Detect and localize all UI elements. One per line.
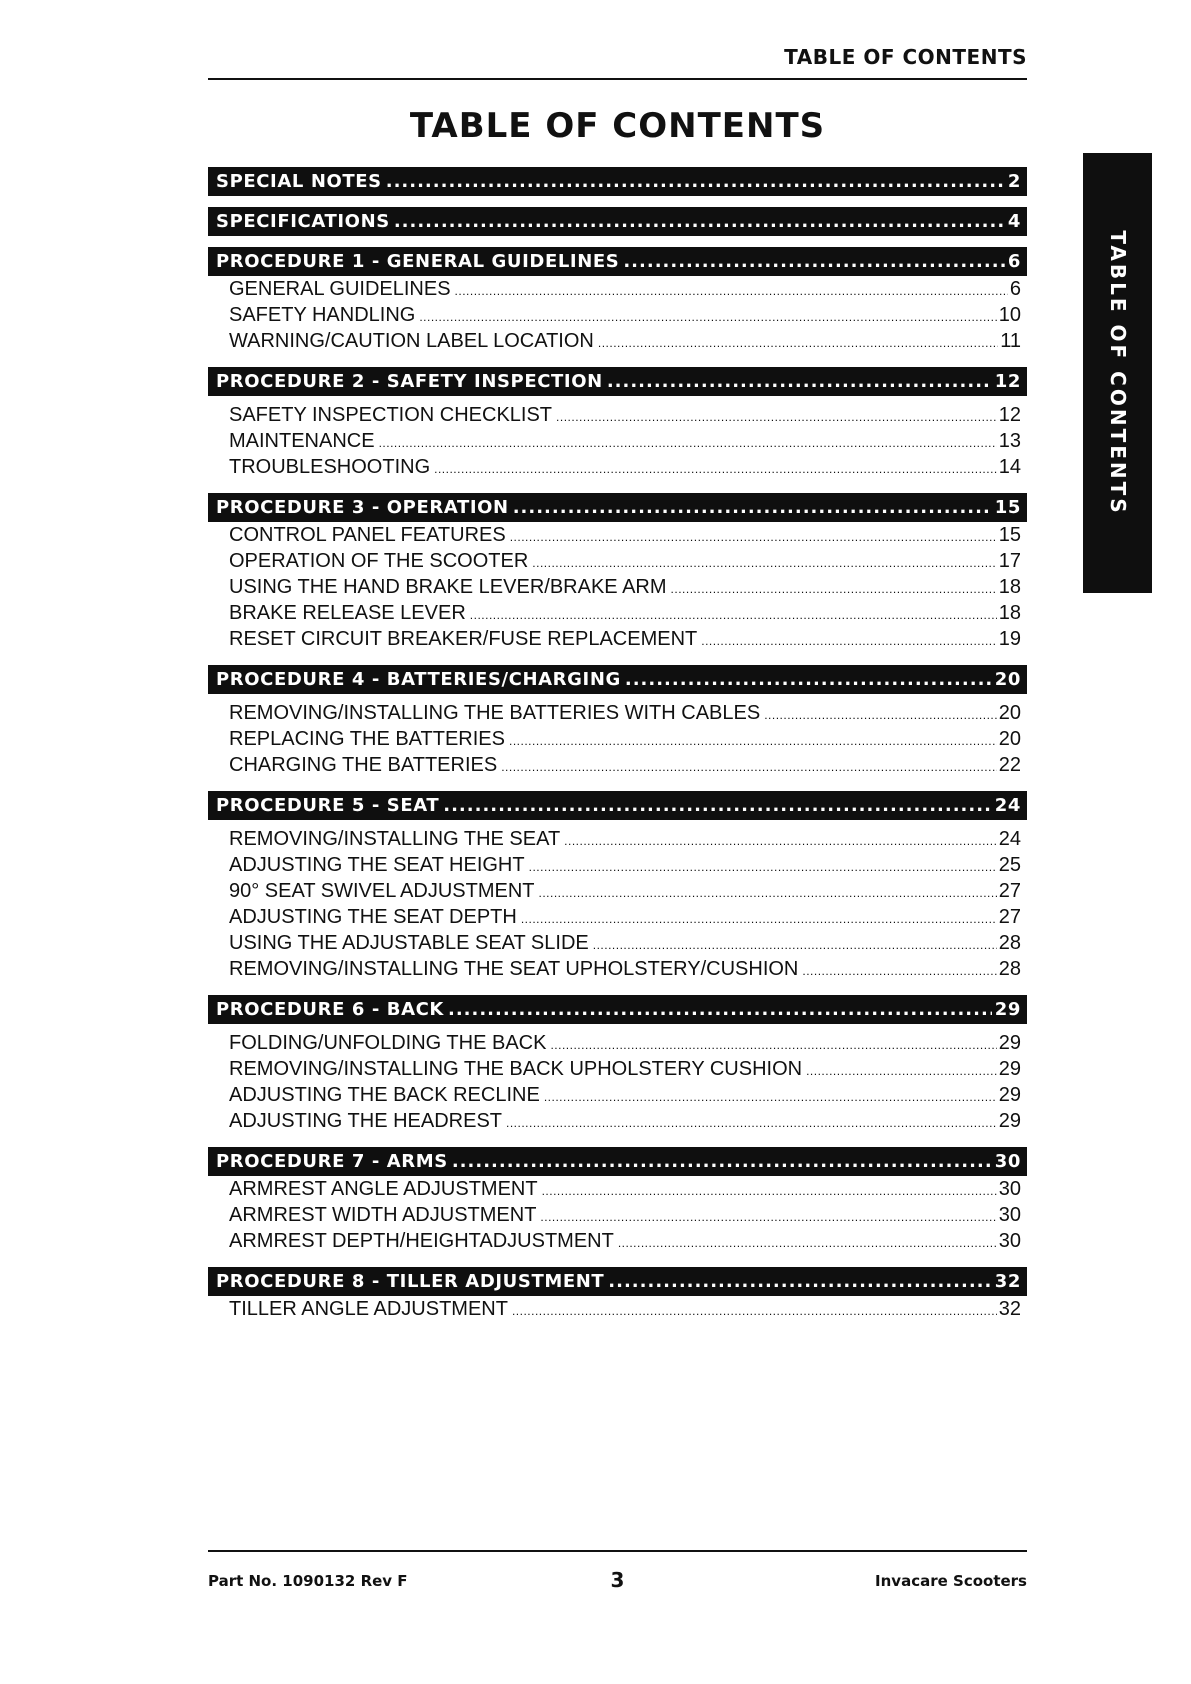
dot-leader <box>419 304 996 328</box>
toc-entry[interactable] <box>208 852 1027 878</box>
toc-entry[interactable] <box>208 428 1027 454</box>
toc-entry-label: SAFETY HANDLING <box>229 304 416 326</box>
toc-entry-list <box>208 1176 1027 1254</box>
toc-entry[interactable] <box>208 930 1027 956</box>
toc-section-procedure-6 <box>208 995 1027 1134</box>
toc-entry[interactable] <box>208 700 1027 726</box>
dot-leader <box>452 1151 992 1172</box>
toc-section-procedure-4 <box>208 665 1027 778</box>
toc-section-procedure-1 <box>208 247 1027 354</box>
toc-entry-page: 29 <box>998 1084 1021 1106</box>
section-title: PROCEDURE 5 - SEAT <box>216 795 440 816</box>
toc-entry-label: CHARGING THE BATTERIES <box>229 754 498 776</box>
section-page-number: 6 <box>1007 251 1021 272</box>
toc-entry[interactable] <box>208 402 1027 428</box>
side-tab <box>1083 153 1152 593</box>
toc-entry-label: MAINTENANCE <box>229 430 375 452</box>
toc-entry-label: ADJUSTING THE BACK RECLINE <box>229 1084 540 1106</box>
toc-entry-page: 29 <box>998 1032 1021 1054</box>
section-page-number: 2 <box>1007 171 1021 192</box>
page-footer <box>208 1550 1027 1592</box>
section-title: PROCEDURE 8 - TILLER ADJUSTMENT <box>216 1271 605 1292</box>
toc-entry-label: ADJUSTING THE HEADREST <box>229 1110 502 1132</box>
toc-entry-label: ARMREST ANGLE ADJUSTMENT <box>229 1178 538 1200</box>
toc-entry-page: 14 <box>998 456 1021 478</box>
toc-entry[interactable] <box>208 826 1027 852</box>
section-page-number: 15 <box>994 497 1021 518</box>
toc-entry-list <box>208 694 1027 778</box>
toc-entry-page: 18 <box>998 602 1021 624</box>
toc-entry[interactable] <box>208 1176 1027 1202</box>
section-page-number: 24 <box>994 795 1021 816</box>
dot-leader <box>521 906 997 930</box>
page-title: TABLE OF CONTENTS <box>409 106 826 146</box>
table-of-contents <box>208 167 1027 1335</box>
toc-entry-label: RESET CIRCUIT BREAKER/FUSE REPLACEMENT <box>229 628 698 650</box>
toc-entry-list <box>208 522 1027 652</box>
toc-entry-page: 24 <box>998 828 1021 850</box>
dot-leader <box>806 1058 997 1082</box>
toc-section-specifications <box>208 207 1027 236</box>
dot-leader <box>598 330 998 354</box>
dot-leader <box>623 251 1005 272</box>
dot-leader <box>564 828 997 852</box>
toc-entry[interactable] <box>208 1296 1027 1322</box>
section-page-number: 30 <box>994 1151 1021 1172</box>
toc-entry-list <box>208 820 1027 982</box>
toc-entry[interactable] <box>208 276 1027 302</box>
section-page-number: 12 <box>994 371 1021 392</box>
section-page-number: 4 <box>1007 211 1021 232</box>
dot-leader <box>510 524 997 548</box>
dot-leader <box>556 404 997 428</box>
section-title: PROCEDURE 1 - GENERAL GUIDELINES <box>216 251 620 272</box>
toc-entry-page: 11 <box>1000 330 1021 352</box>
toc-entry-label: FOLDING/UNFOLDING THE BACK <box>229 1032 547 1054</box>
toc-entry-label: WARNING/CAUTION LABEL LOCATION <box>229 330 594 352</box>
toc-entry-label: TILLER ANGLE ADJUSTMENT <box>229 1298 508 1320</box>
dot-leader <box>509 728 997 752</box>
toc-section-procedure-7 <box>208 1147 1027 1254</box>
toc-entry-list <box>208 276 1027 354</box>
toc-entry-page: 20 <box>998 728 1021 750</box>
toc-entry-label: USING THE HAND BRAKE LEVER/BRAKE ARM <box>229 576 667 598</box>
toc-entry-label: REMOVING/INSTALLING THE SEAT <box>229 828 561 850</box>
dot-leader <box>764 702 997 726</box>
toc-entry[interactable] <box>208 1082 1027 1108</box>
toc-entry-page: 27 <box>998 880 1021 902</box>
running-header-title: TABLE OF CONTENTS <box>784 45 1027 69</box>
toc-entry[interactable] <box>208 626 1027 652</box>
section-title: PROCEDURE 2 - SAFETY INSPECTION <box>216 371 603 392</box>
toc-section-procedure-8 <box>208 1267 1027 1322</box>
toc-entry-page: 25 <box>998 854 1021 876</box>
section-title: SPECIAL NOTES <box>216 171 382 192</box>
toc-entry[interactable] <box>208 302 1027 328</box>
toc-entry-page: 20 <box>998 702 1021 724</box>
toc-entry-page: 6 <box>1009 278 1021 300</box>
dot-leader <box>542 1178 997 1202</box>
toc-section-header[interactable] <box>208 791 1027 820</box>
toc-section-header[interactable] <box>208 167 1027 196</box>
dot-leader <box>608 1271 991 1292</box>
footer-part-number: Part No. 1090132 Rev F <box>208 1572 408 1590</box>
toc-entry[interactable] <box>208 574 1027 600</box>
toc-entry-label: CONTROL PANEL FEATURES <box>229 524 506 546</box>
toc-entry-label: 90° SEAT SWIVEL ADJUSTMENT <box>229 880 535 902</box>
toc-entry-label: BRAKE RELEASE LEVER <box>229 602 466 624</box>
toc-entry-label: OPERATION OF THE SCOOTER <box>229 550 529 572</box>
dot-leader <box>455 278 1008 302</box>
dot-leader <box>540 1204 996 1228</box>
toc-entry-label: REMOVING/INSTALLING THE BACK UPHOLSTERY CUSHION <box>229 1058 803 1080</box>
toc-entry[interactable] <box>208 1108 1027 1134</box>
dot-leader <box>379 430 997 454</box>
toc-entry[interactable] <box>208 1202 1027 1228</box>
dot-leader <box>538 880 996 904</box>
section-page-number: 29 <box>994 999 1021 1020</box>
toc-entry[interactable] <box>208 522 1027 548</box>
toc-entry-page: 17 <box>998 550 1021 572</box>
dot-leader <box>593 932 997 956</box>
toc-entry-page: 30 <box>998 1178 1021 1200</box>
section-title: PROCEDURE 6 - BACK <box>216 999 444 1020</box>
toc-entry[interactable] <box>208 1030 1027 1056</box>
dot-leader <box>529 854 997 878</box>
dot-leader <box>501 754 997 778</box>
toc-entry-page: 29 <box>998 1058 1021 1080</box>
dot-leader <box>550 1032 996 1056</box>
toc-entry-page: 27 <box>998 906 1021 928</box>
dot-leader <box>802 958 996 982</box>
toc-section-header[interactable] <box>208 493 1027 522</box>
toc-entry[interactable] <box>208 328 1027 354</box>
dot-leader <box>701 628 997 652</box>
toc-entry[interactable] <box>208 454 1027 480</box>
toc-entry[interactable] <box>208 1056 1027 1082</box>
toc-entry-list <box>208 1296 1027 1322</box>
toc-entry-label: GENERAL GUIDELINES <box>229 278 451 300</box>
footer-brand: Invacare Scooters <box>875 1572 1027 1590</box>
toc-entry[interactable] <box>208 878 1027 904</box>
toc-entry-label: USING THE ADJUSTABLE SEAT SLIDE <box>229 932 589 954</box>
toc-entry[interactable] <box>208 956 1027 982</box>
dot-leader <box>386 171 1005 192</box>
toc-section-header[interactable] <box>208 367 1027 396</box>
toc-entry-label: REPLACING THE BATTERIES <box>229 728 505 750</box>
toc-entry-page: 19 <box>998 628 1021 650</box>
running-header <box>208 44 1027 80</box>
toc-entry-label: SAFETY INSPECTION CHECKLIST <box>229 404 553 426</box>
toc-entry-page: 30 <box>998 1204 1021 1226</box>
dot-leader <box>394 211 1005 232</box>
toc-section-header[interactable] <box>208 247 1027 276</box>
footer-page-number: 3 <box>610 1568 625 1592</box>
toc-section-procedure-5 <box>208 791 1027 982</box>
toc-section-header[interactable] <box>208 665 1027 694</box>
toc-section-header[interactable] <box>208 207 1027 236</box>
toc-entry-page: 22 <box>998 754 1021 776</box>
toc-entry-label: ADJUSTING THE SEAT HEIGHT <box>229 854 525 876</box>
section-title: PROCEDURE 4 - BATTERIES/CHARGING <box>216 669 621 690</box>
toc-entry-list <box>208 396 1027 480</box>
toc-entry-list <box>208 1024 1027 1134</box>
dot-leader <box>618 1230 997 1254</box>
section-page-number: 32 <box>994 1271 1021 1292</box>
toc-entry-page: 13 <box>998 430 1021 452</box>
toc-entry[interactable] <box>208 752 1027 778</box>
dot-leader <box>532 550 996 574</box>
toc-entry-page: 32 <box>998 1298 1021 1320</box>
dot-leader <box>671 576 997 600</box>
toc-entry-page: 29 <box>998 1110 1021 1132</box>
toc-entry-page: 28 <box>998 932 1021 954</box>
toc-entry-label: REMOVING/INSTALLING THE SEAT UPHOLSTERY/CUSHION <box>229 958 799 980</box>
toc-entry-label: REMOVING/INSTALLING THE BATTERIES WITH CABLES <box>229 702 761 724</box>
toc-section-header[interactable] <box>208 1267 1027 1296</box>
toc-entry-page: 30 <box>998 1230 1021 1252</box>
section-title: PROCEDURE 3 - OPERATION <box>216 497 509 518</box>
section-page-number: 20 <box>994 669 1021 690</box>
toc-section-header[interactable] <box>208 1147 1027 1176</box>
toc-entry-label: ARMREST WIDTH ADJUSTMENT <box>229 1204 537 1226</box>
toc-section-special-notes <box>208 167 1027 196</box>
dot-leader <box>625 669 992 690</box>
side-tab-label: TABLE OF CONTENTS <box>1105 230 1130 516</box>
toc-entry[interactable] <box>208 904 1027 930</box>
toc-entry[interactable] <box>208 600 1027 626</box>
dot-leader <box>470 602 997 626</box>
dot-leader <box>607 371 992 392</box>
toc-entry-label: ARMREST DEPTH/HEIGHTADJUSTMENT <box>229 1230 614 1252</box>
dot-leader <box>443 795 992 816</box>
toc-entry[interactable] <box>208 548 1027 574</box>
toc-entry-page: 12 <box>998 404 1021 426</box>
toc-section-procedure-3 <box>208 493 1027 652</box>
toc-entry-label: ADJUSTING THE SEAT DEPTH <box>229 906 517 928</box>
dot-leader <box>506 1110 997 1134</box>
dot-leader <box>513 497 992 518</box>
toc-entry[interactable] <box>208 726 1027 752</box>
toc-entry-page: 28 <box>998 958 1021 980</box>
toc-entry-label: TROUBLESHOOTING <box>229 456 431 478</box>
toc-entry-page: 10 <box>998 304 1021 326</box>
dot-leader <box>512 1298 997 1322</box>
toc-section-header[interactable] <box>208 995 1027 1024</box>
section-title: SPECIFICATIONS <box>216 211 390 232</box>
toc-entry[interactable] <box>208 1228 1027 1254</box>
dot-leader <box>434 456 997 480</box>
dot-leader <box>544 1084 997 1108</box>
toc-entry-page: 18 <box>998 576 1021 598</box>
toc-entry-page: 15 <box>998 524 1021 546</box>
dot-leader <box>448 999 992 1020</box>
section-title: PROCEDURE 7 - ARMS <box>216 1151 448 1172</box>
toc-section-procedure-2 <box>208 367 1027 480</box>
